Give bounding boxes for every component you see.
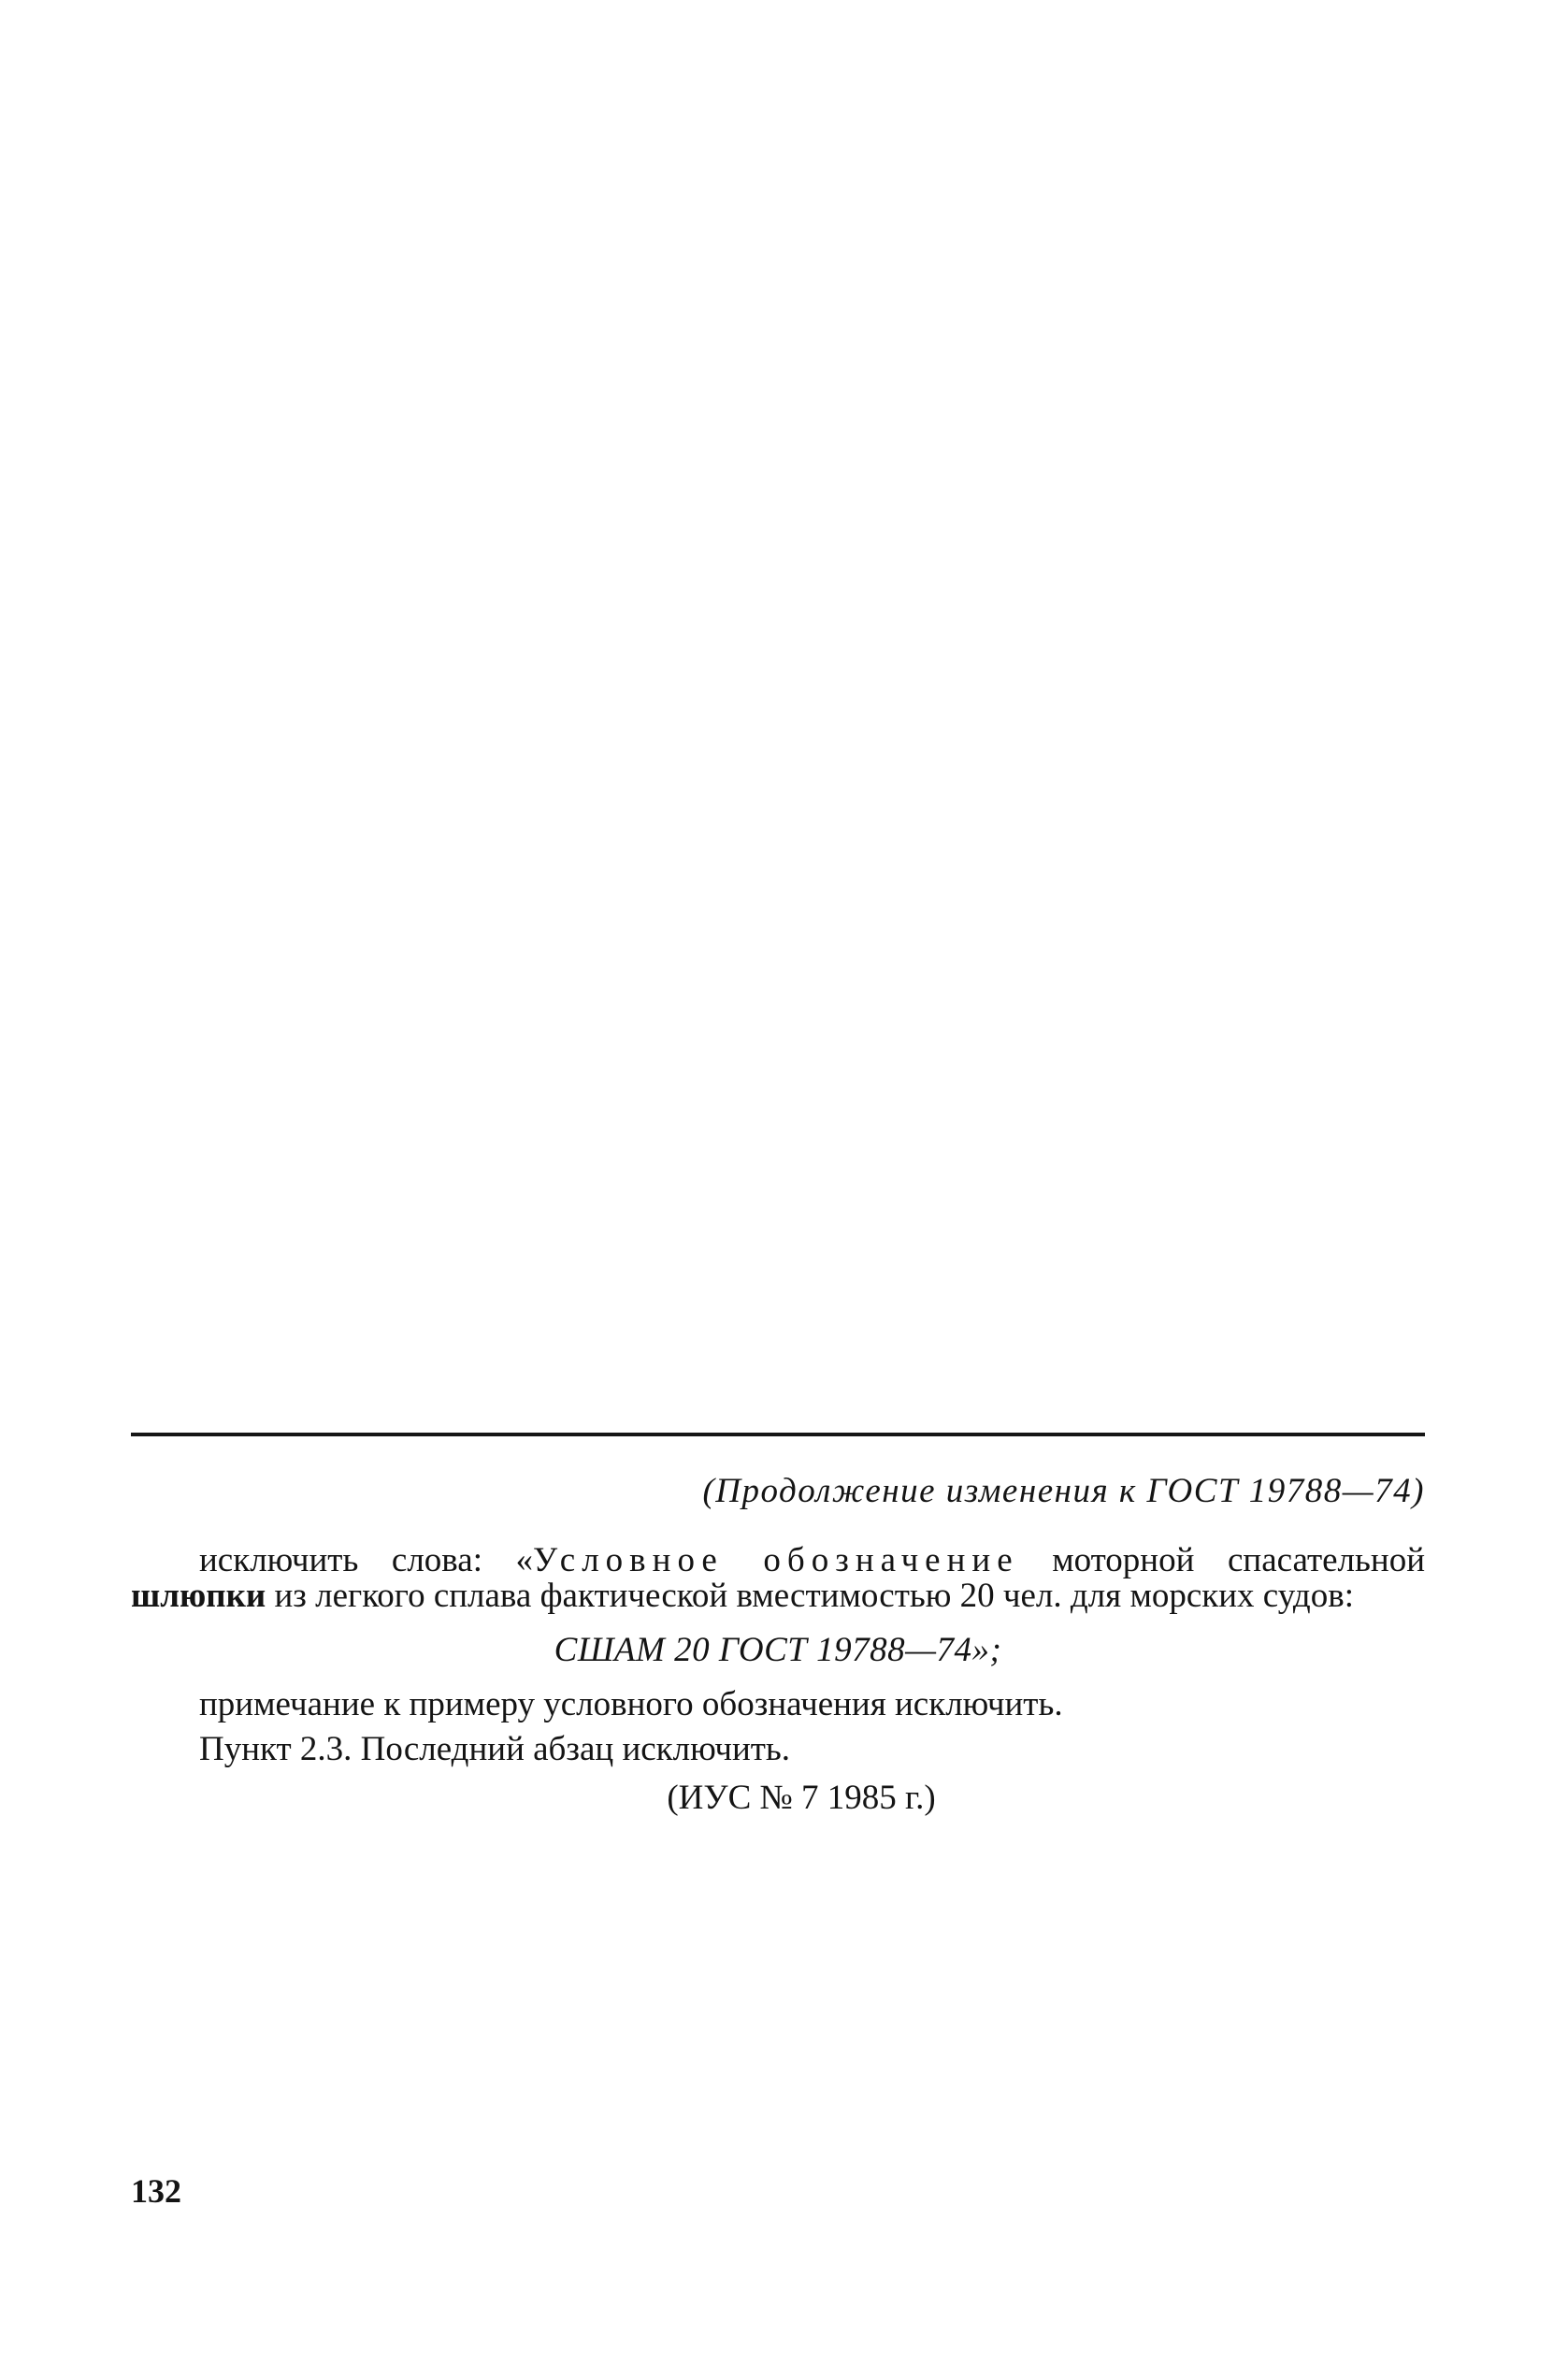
horizontal-rule: [131, 1433, 1425, 1436]
continuation-header: (Продолжение изменения к ГОСТ 19788—74): [702, 1472, 1425, 1510]
paragraph-middle: моторной спасательной: [1018, 1541, 1425, 1579]
page-number: 132: [131, 2172, 181, 2210]
source-reference: (ИУС № 7 1985 г.): [667, 1779, 936, 1817]
paragraph-spaced-phrase: Условное обозначение: [533, 1541, 1019, 1579]
example-designation: СШАМ 20 ГОСТ 19788—74»;: [554, 1631, 1002, 1669]
paragraph-tail: из легкого сплава фактической вместимостью 20 чел. для морских судов:: [266, 1577, 1354, 1615]
amendment-text-block: [131, 1474, 1425, 1851]
clause-line: Пункт 2.3. Последний абзац исключить.: [199, 1730, 791, 1768]
amendment-paragraph: [131, 1543, 1425, 1614]
paragraph-bold-word: шлюпки: [131, 1577, 266, 1615]
note-line: примечание к примеру условного обозначения исключить.: [199, 1685, 1063, 1723]
paragraph-lead: исключить слова: «: [199, 1541, 534, 1579]
